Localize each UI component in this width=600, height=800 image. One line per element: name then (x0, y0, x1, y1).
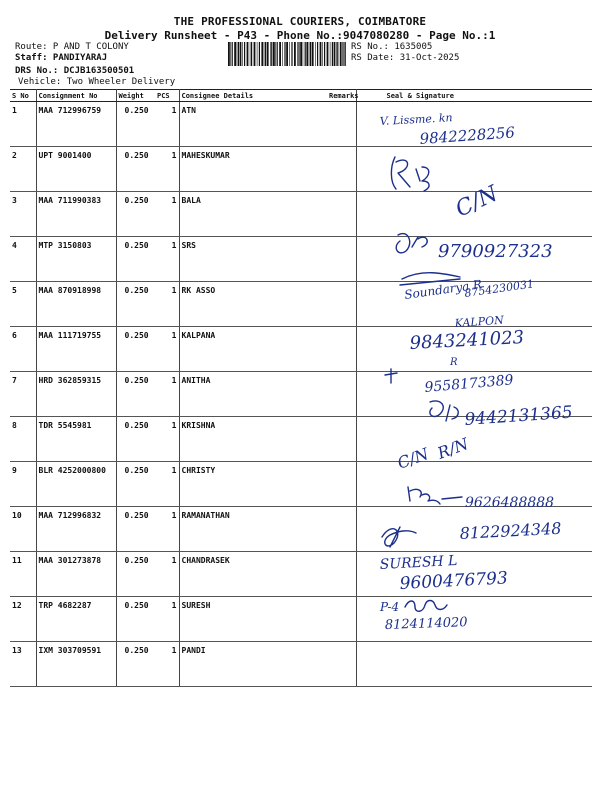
cell-sno: 7 (10, 372, 36, 417)
svg-text:9558173389: 9558173389 (423, 372, 515, 396)
cell-remarks (327, 282, 356, 327)
cell-sno: 12 (10, 597, 36, 642)
drs-number: DRS No.: DCJB163500501 (15, 66, 135, 76)
cell-pcs: 1 (155, 147, 179, 192)
barcode-bar (343, 42, 344, 66)
table-row (10, 642, 592, 687)
barcode (228, 42, 346, 66)
cell-consignment: MAA 712996832 (36, 507, 116, 552)
cell-signature (356, 282, 592, 327)
cell-weight: 0.250 (116, 507, 155, 552)
cell-pcs: 1 (155, 327, 179, 372)
barcode-bar (284, 42, 285, 66)
svg-text:9843241023: 9843241023 (409, 327, 525, 354)
cell-signature (356, 462, 592, 507)
barcode-bar (232, 42, 233, 66)
svg-text:V. Lissme. kn: V. Lissme. kn (379, 111, 453, 128)
cell-consignee: PANDI (179, 642, 327, 687)
barcode-bar (279, 42, 281, 66)
cell-pcs: 1 (155, 237, 179, 282)
col-consignee: Consignee Details (179, 90, 327, 102)
barcode-bar (271, 42, 272, 66)
cell-pcs: 1 (155, 642, 179, 687)
barcode-bar (309, 42, 310, 66)
cell-weight: 0.250 (116, 417, 155, 462)
barcode-bar (247, 42, 249, 66)
cell-consignee: SURESH (179, 597, 327, 642)
svg-text:Soundarya R: Soundarya R (403, 277, 483, 302)
barcode-bar (336, 42, 337, 66)
barcode-bar (315, 42, 316, 66)
barcode-bar (234, 42, 236, 66)
cell-consignment: UPT 9001400 (36, 147, 116, 192)
cell-sno: 6 (10, 327, 36, 372)
cell-weight: 0.250 (116, 552, 155, 597)
cell-consignee: RAMANATHAN (179, 507, 327, 552)
cell-pcs: 1 (155, 462, 179, 507)
barcode-bar (228, 42, 230, 66)
cell-sno: 11 (10, 552, 36, 597)
svg-text:9790927323: 9790927323 (438, 241, 553, 262)
staff-label: Staff: PANDIYARAJ (15, 53, 108, 63)
barcode-bar (244, 42, 245, 66)
col-seal-signature: Seal & Signature (356, 90, 592, 102)
cell-remarks (327, 327, 356, 372)
barcode-bar (334, 42, 336, 66)
table-row (10, 147, 592, 192)
cell-signature (356, 507, 592, 552)
barcode-bar (264, 42, 265, 66)
cell-consignee: SRS (179, 237, 327, 282)
col-pcs: PCS (155, 90, 179, 102)
svg-text:R: R (450, 357, 458, 368)
table-row (10, 102, 592, 147)
cell-remarks (327, 237, 356, 282)
col-sno: S No (10, 90, 36, 102)
cell-signature (356, 417, 592, 462)
rs-number: RS No.: 1635005 (351, 42, 433, 52)
svg-text:9600476793: 9600476793 (399, 568, 509, 594)
barcode-bar (324, 42, 325, 66)
barcode-bar (297, 42, 298, 66)
cell-consignment: BLR 4252000800 (36, 462, 116, 507)
table-row (10, 507, 592, 552)
svg-text:9842228256: 9842228256 (419, 123, 516, 148)
cell-sno: 1 (10, 102, 36, 147)
cell-sno: 4 (10, 237, 36, 282)
cell-consignment: IXM 303709591 (36, 642, 116, 687)
cell-signature (356, 147, 592, 192)
runsheet-table (10, 89, 592, 687)
cell-weight: 0.250 (116, 102, 155, 147)
col-consignment: Consignment No (36, 90, 116, 102)
cell-weight: 0.250 (116, 642, 155, 687)
cell-pcs: 1 (155, 372, 179, 417)
cell-remarks (327, 372, 356, 417)
rs-date: RS Date: 31-Oct-2025 (351, 53, 460, 63)
cell-consignee: RK ASSO (179, 282, 327, 327)
cell-consignee: CHRISTY (179, 462, 327, 507)
cell-sno: 2 (10, 147, 36, 192)
cell-remarks (327, 417, 356, 462)
cell-pcs: 1 (155, 192, 179, 237)
svg-text:SURESH L: SURESH L (379, 552, 458, 573)
cell-signature (356, 642, 592, 687)
svg-text:9626488888: 9626488888 (465, 495, 555, 511)
cell-sno: 10 (10, 507, 36, 552)
cell-consignment: HRD 362859315 (36, 372, 116, 417)
barcode-bar (265, 42, 266, 66)
barcode-bar (306, 42, 308, 66)
col-remarks: Remarks (329, 91, 359, 100)
cell-sno: 13 (10, 642, 36, 687)
cell-consignment: MAA 111719755 (36, 327, 116, 372)
cell-weight: 0.250 (116, 147, 155, 192)
cell-signature (356, 327, 592, 372)
vehicle-label: Vehicle: Two Wheeler Delivery (18, 77, 176, 87)
barcode-bar (337, 42, 338, 66)
table-row (10, 552, 592, 597)
barcode-bar (317, 42, 318, 66)
cell-signature (356, 192, 592, 237)
cell-consignment: MAA 712996759 (36, 102, 116, 147)
cell-weight: 0.250 (116, 372, 155, 417)
barcode-bar (322, 42, 323, 66)
barcode-bar (320, 42, 322, 66)
cell-weight: 0.250 (116, 462, 155, 507)
barcode-bar (230, 42, 231, 66)
cell-pcs: 1 (155, 552, 179, 597)
table-row (10, 462, 592, 507)
cell-sno: 9 (10, 462, 36, 507)
barcode-bar (273, 42, 275, 66)
col-weight: Weight (116, 90, 155, 102)
cell-sno: 5 (10, 282, 36, 327)
table-row (10, 282, 592, 327)
barcode-bar (300, 42, 302, 66)
barcode-bar (312, 42, 314, 66)
cell-signature (356, 102, 592, 147)
barcode-bar (340, 42, 342, 66)
barcode-bar (303, 42, 304, 66)
barcode-bar (345, 42, 346, 66)
svg-text:R/N: R/N (434, 434, 471, 463)
cell-consignee: BALA (179, 192, 327, 237)
route-label: Route: P AND T COLONY (15, 42, 129, 52)
barcode-bar (251, 42, 252, 66)
svg-text:P-4: P-4 (380, 600, 400, 614)
barcode-bar (286, 42, 288, 66)
barcode-bar (289, 42, 290, 66)
barcode-bar (261, 42, 263, 66)
barcode-bar (275, 42, 276, 66)
cell-sno: 8 (10, 417, 36, 462)
barcode-bar (330, 42, 331, 66)
barcode-bar (327, 42, 329, 66)
barcode-bar (294, 42, 296, 66)
table-row (10, 597, 592, 642)
cell-pcs: 1 (155, 417, 179, 462)
barcode-bar (342, 42, 343, 66)
cell-pcs: 1 (155, 597, 179, 642)
svg-text:8754230031: 8754230031 (463, 277, 535, 300)
company-title: THE PROFESSIONAL COURIERS, COIMBATORE (173, 15, 427, 28)
cell-weight: 0.250 (116, 237, 155, 282)
cell-remarks (327, 552, 356, 597)
cell-pcs: 1 (155, 282, 179, 327)
cell-consignment: MAA 301273878 (36, 552, 116, 597)
barcode-bar (267, 42, 269, 66)
cell-sno: 3 (10, 192, 36, 237)
table-row (10, 417, 592, 462)
cell-weight: 0.250 (116, 327, 155, 372)
cell-remarks (327, 462, 356, 507)
cell-remarks (327, 192, 356, 237)
cell-pcs: 1 (155, 507, 179, 552)
barcode-bar (332, 42, 333, 66)
barcode-bar (298, 42, 299, 66)
cell-signature (356, 372, 592, 417)
table-header-row (10, 90, 592, 102)
cell-consignee: CHANDRASEK (179, 552, 327, 597)
cell-remarks (327, 102, 356, 147)
cell-consignment: MAA 711990383 (36, 192, 116, 237)
barcode-bar (242, 42, 243, 66)
cell-consignee: ANITHA (179, 372, 327, 417)
cell-remarks (327, 147, 356, 192)
barcode-bar (310, 42, 311, 66)
barcode-bar (277, 42, 278, 66)
barcode-bar (270, 42, 271, 66)
svg-text:9442131365: 9442131365 (463, 402, 574, 430)
runsheet-subtitle: Delivery Runsheet - P43 - Phone No.:9047080280 - Page No.:1 (104, 29, 496, 42)
barcode-bar (254, 42, 256, 66)
svg-text:C/N: C/N (394, 444, 432, 473)
barcode-bar (305, 42, 306, 66)
cell-signature (356, 237, 592, 282)
barcode-bar (291, 42, 292, 66)
cell-consignee: KALPANA (179, 327, 327, 372)
cell-signature (356, 597, 592, 642)
cell-pcs: 1 (155, 102, 179, 147)
barcode-bar (259, 42, 260, 66)
svg-text:C/N: C/N (451, 181, 502, 223)
barcode-bar (257, 42, 258, 66)
barcode-bar (238, 42, 239, 66)
table-row (10, 192, 592, 237)
cell-consignee: ATN (179, 102, 327, 147)
cell-consignment: MTP 3150803 (36, 237, 116, 282)
barcode-bar (240, 42, 242, 66)
cell-consignment: MAA 870918998 (36, 282, 116, 327)
svg-text:8124114020: 8124114020 (384, 615, 468, 633)
barcode-bar (282, 42, 283, 66)
table-row (10, 372, 592, 417)
barcode-bar (250, 42, 251, 66)
cell-consignment: TRP 4682287 (36, 597, 116, 642)
barcode-bar (237, 42, 238, 66)
cell-remarks (327, 642, 356, 687)
cell-consignee: MAHESKUMAR (179, 147, 327, 192)
cell-consignment: TDR 5545981 (36, 417, 116, 462)
cell-remarks (327, 507, 356, 552)
cell-weight: 0.250 (116, 597, 155, 642)
table-row (10, 237, 592, 282)
cell-consignee: KRISHNA (179, 417, 327, 462)
table-row (10, 327, 592, 372)
cell-weight: 0.250 (116, 282, 155, 327)
svg-text:8122924348: 8122924348 (459, 518, 562, 543)
cell-signature (356, 552, 592, 597)
cell-weight: 0.250 (116, 192, 155, 237)
cell-remarks (327, 597, 356, 642)
svg-text:KALPON: KALPON (454, 313, 505, 330)
